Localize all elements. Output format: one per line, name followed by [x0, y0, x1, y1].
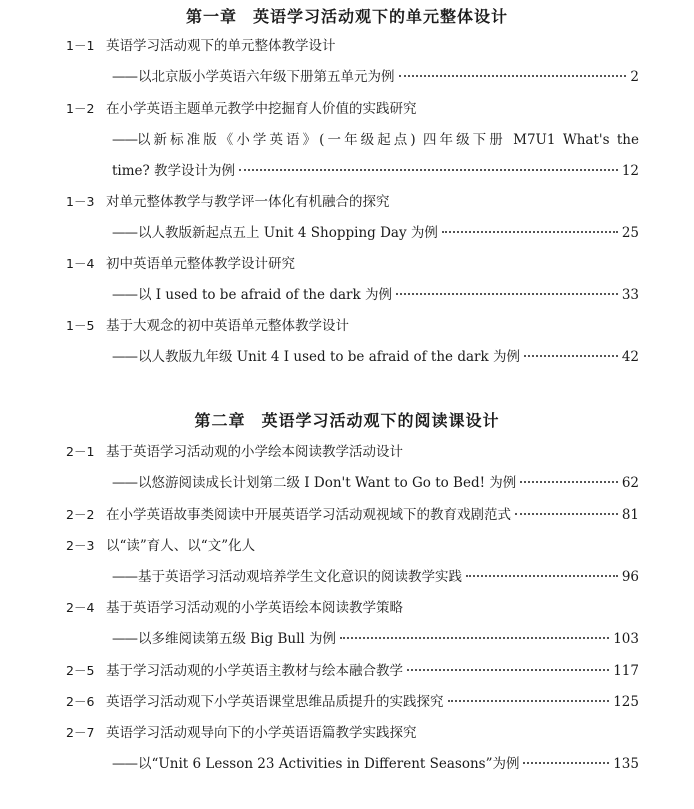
dot-leader [407, 669, 609, 671]
entry-title-text: 英语学习活动观下小学英语课堂思维品质提升的实践探究 [106, 694, 444, 710]
page-number: 25 [621, 225, 639, 241]
toc-entry-title[interactable] [66, 316, 646, 336]
chapter-number: 第二章 [194, 411, 246, 430]
page-number: 125 [613, 694, 639, 710]
dash: —— [112, 631, 137, 647]
toc-entry-subtitle[interactable] [112, 130, 639, 150]
subtitle-text: time? 教学设计为例 [112, 163, 236, 179]
dash: —— [112, 287, 137, 303]
dash: —— [112, 132, 137, 148]
entry-number: 2－1 [66, 444, 95, 459]
subtitle-text: 以人教版九年级 Unit 4 I used to be afraid of the dark 为例 [138, 349, 520, 365]
dot-leader [523, 762, 609, 764]
toc-entry-title[interactable] [66, 99, 646, 119]
entry-title-text: 基于英语学习活动观的小学英语绘本阅读教学策略 [106, 600, 403, 616]
entry-number: 2－3 [66, 538, 95, 553]
toc-entry-subtitle[interactable] [112, 629, 639, 649]
dash: —— [112, 756, 137, 772]
dot-leader [520, 481, 618, 483]
dash: —— [112, 475, 137, 491]
chapter-heading [0, 6, 694, 28]
entry-number: 1－1 [66, 38, 95, 53]
entry-number: 2－4 [66, 600, 95, 615]
toc-entry-title[interactable] [66, 505, 639, 525]
chapter-number: 第一章 [185, 7, 237, 26]
toc-entry-title[interactable] [66, 723, 646, 743]
page-number: 96 [621, 569, 639, 585]
toc-entry-title[interactable] [66, 661, 639, 681]
entry-number: 1－2 [66, 101, 95, 116]
entry-title-text: 对单元整体教学与教学评一体化有机融合的探究 [106, 194, 390, 210]
entry-title-text: 在小学英语主题单元教学中挖掘育人价值的实践研究 [106, 101, 417, 117]
entry-title-text: 以“读”育人、以“文”化人 [106, 538, 256, 554]
page-number: 42 [621, 349, 639, 365]
toc-entry-title[interactable] [66, 536, 646, 556]
toc-entry-subtitle[interactable] [112, 347, 639, 367]
entry-title-text: 英语学习活动观下的单元整体教学设计 [106, 38, 336, 54]
dot-leader [239, 169, 618, 171]
page-number: 135 [613, 756, 639, 772]
dot-leader [448, 700, 610, 702]
entry-title-text: 基于英语学习活动观的小学绘本阅读教学活动设计 [106, 444, 403, 460]
entry-number: 2－5 [66, 663, 95, 678]
subtitle-text: 以“Unit 6 Lesson 23 Activities in Different Seasons”为例 [138, 756, 520, 772]
page-number: 103 [613, 631, 639, 647]
dash: —— [112, 225, 137, 241]
page-number: 117 [613, 663, 639, 679]
page-number: 33 [621, 287, 639, 303]
dot-leader [524, 355, 618, 357]
toc-entry-subtitle[interactable] [112, 285, 639, 305]
dot-leader [515, 513, 618, 515]
subtitle-text: 基于英语学习活动观培养学生文化意识的阅读教学实践 [138, 569, 462, 585]
page-number: 81 [621, 507, 639, 523]
toc-entry-subtitle[interactable] [112, 473, 639, 493]
subtitle-text: 以新标准版《小学英语》(一年级起点) 四年级下册 M7U1 What's the [137, 132, 639, 148]
entry-number: 1－3 [66, 194, 95, 209]
dash: —— [112, 569, 137, 585]
page-number: 12 [621, 163, 639, 179]
dot-leader [399, 75, 627, 77]
toc-entry-subtitle[interactable] [112, 223, 639, 243]
toc-entry-subtitle-cont[interactable] [112, 161, 639, 181]
dash: —— [112, 69, 137, 85]
chapter-title: 英语学习活动观下的阅读课设计 [261, 411, 500, 430]
subtitle-text: 以人教版新起点五上 Unit 4 Shopping Day 为例 [138, 225, 438, 241]
dot-leader [340, 637, 609, 639]
entry-number: 2－7 [66, 725, 95, 740]
dot-leader [442, 231, 618, 233]
page-number: 2 [630, 69, 639, 85]
toc-entry-title[interactable] [66, 442, 646, 462]
chapter-heading [0, 410, 694, 432]
subtitle-text: 以 I used to be afraid of the dark 为例 [138, 287, 392, 303]
entry-number: 2－2 [66, 507, 95, 522]
toc-entry-title[interactable] [66, 36, 646, 56]
subtitle-text: 以北京版小学英语六年级下册第五单元为例 [138, 69, 395, 85]
dash: —— [112, 349, 137, 365]
page-number: 62 [621, 475, 639, 491]
toc-entry-title[interactable] [66, 692, 639, 712]
toc-entry-subtitle[interactable] [112, 567, 639, 587]
toc-entry-title[interactable] [66, 254, 646, 274]
entry-number: 1－4 [66, 256, 95, 271]
toc-entry-subtitle[interactable] [112, 754, 639, 774]
entry-number: 2－6 [66, 694, 95, 709]
dot-leader [466, 575, 618, 577]
entry-title-text: 基于大观念的初中英语单元整体教学设计 [106, 318, 349, 334]
entry-title-text: 在小学英语故事类阅读中开展英语学习活动观视域下的教育戏剧范式 [106, 507, 511, 523]
subtitle-text: 以多维阅读第五级 Big Bull 为例 [138, 631, 337, 647]
dot-leader [396, 293, 618, 295]
entry-title-text: 英语学习活动观导向下的小学英语语篇教学实践探究 [106, 725, 417, 741]
toc-entry-subtitle[interactable] [112, 67, 639, 87]
toc-entry-title[interactable] [66, 192, 646, 212]
entry-title-text: 基于学习活动观的小学英语主教材与绘本融合教学 [106, 663, 403, 679]
entry-number: 1－5 [66, 318, 95, 333]
subtitle-text: 以悠游阅读成长计划第二级 I Don't Want to Go to Bed! 为例 [138, 475, 517, 491]
chapter-title: 英语学习活动观下的单元整体设计 [253, 7, 509, 26]
toc-entry-title[interactable] [66, 598, 646, 618]
entry-title-text: 初中英语单元整体教学设计研究 [106, 256, 295, 272]
